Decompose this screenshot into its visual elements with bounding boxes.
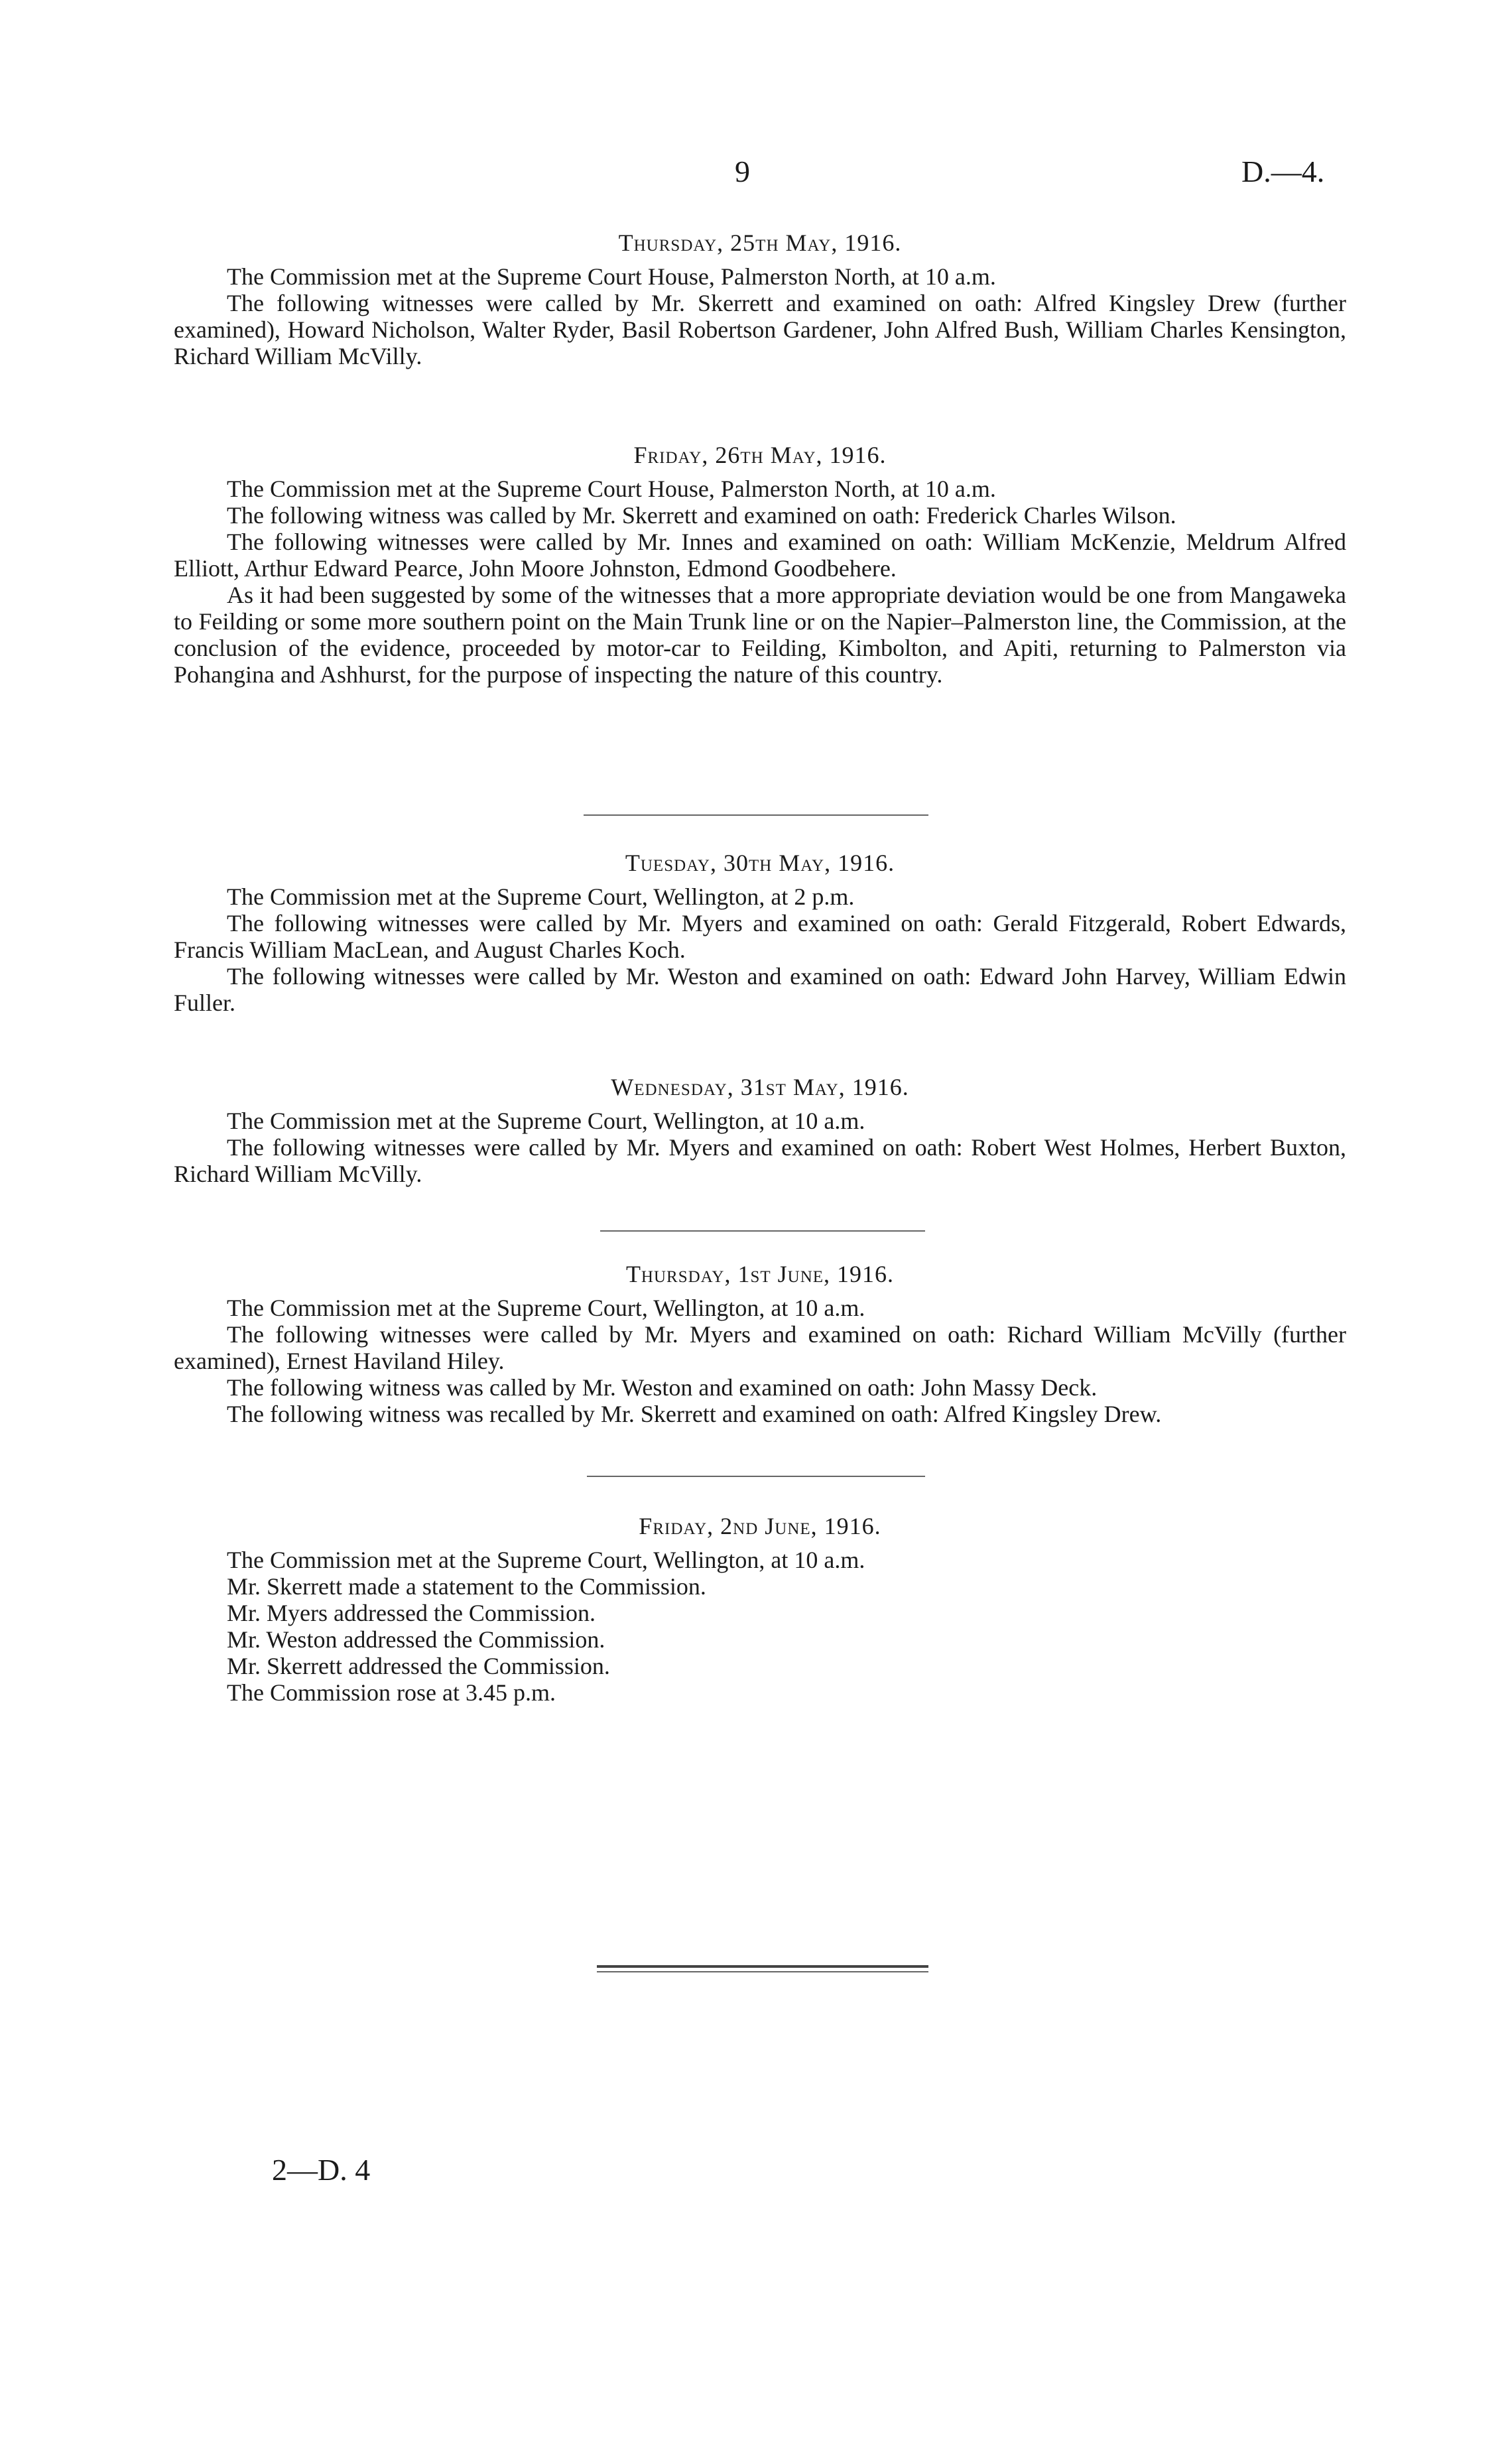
section-divider <box>584 814 928 816</box>
paragraph: The Commission met at the Supreme Court, Wellington, at 2 p.m. <box>227 883 855 910</box>
paragraph: The following witnesses were called by Mr. Innes and examined on oath: William McKenzie, Meldrum Alfred Elliott, Arthur Edward Pearce, John Moore Johnston, Edmond Goodbehere. <box>174 529 1346 582</box>
text-line: Mr. Skerrett addressed the Commission. <box>227 1653 610 1679</box>
paragraph: The following witnesses were called by Mr. Myers and examined on oath: Richard William McVilly (further examined), Ernest Haviland Hiley. <box>174 1321 1346 1374</box>
paragraph: The following witness was called by Mr. Skerrett and examined on oath: Frederick Charles Wilson. <box>227 502 1176 529</box>
closing-rule <box>597 1965 928 1968</box>
paragraph: The following witness was called by Mr. Weston and examined on oath: John Massy Deck. <box>227 1374 1098 1401</box>
paragraph: As it had been suggested by some of the witnesses that a more appropriate deviation would be one from Mangaweka to Feilding or some more southern point on the Main Trunk line or on the Napier–Palmerston line, the Commission, at the conclusion of the evidence, proceeded by motor-car to Feilding, Kimbolton, and Apiti, returning to Palmerston via Pohangina and Ashhurst, for the purpose of inspecting the nature of this country. <box>174 582 1346 688</box>
text-line: Mr. Skerrett made a statement to the Commission. <box>227 1573 706 1600</box>
paragraph: The following witnesses were called by Mr. Myers and examined on oath: Gerald Fitzgerald, Robert Edwards, Francis William MacLean, and August Charles Koch. <box>174 910 1346 963</box>
section-divider <box>600 1230 925 1232</box>
section-friday-26-may <box>174 441 1346 688</box>
section-divider <box>587 1476 925 1477</box>
closing-rule <box>597 1971 928 1972</box>
paragraph: The Commission met at the Supreme Court, Wellington, at 10 a.m. <box>227 1108 865 1134</box>
page-header <box>0 154 1512 200</box>
section-thursday-25-may <box>174 229 1346 369</box>
paragraph: The following witness was recalled by Mr. Skerrett and examined on oath: Alfred Kingsley Drew. <box>227 1401 1162 1427</box>
section-heading: Thursday, 1st June, 1916. <box>625 1261 895 1287</box>
section-heading: Tuesday, 30th May, 1916. <box>625 850 895 876</box>
page-number: 9 <box>735 155 750 188</box>
text-line: Mr. Myers addressed the Commission. <box>227 1600 596 1626</box>
section-heading: Wednesday, 31st May, 1916. <box>611 1074 909 1100</box>
section-heading: Friday, 26th May, 1916. <box>633 442 887 468</box>
paragraph: The Commission met at the Supreme Court House, Palmerston North, at 10 a.m. <box>227 263 996 290</box>
text-line: The Commission met at the Supreme Court, Wellington, at 10 a.m. <box>227 1547 865 1573</box>
section-heading: Thursday, 25th May, 1916. <box>618 229 902 256</box>
section-thursday-1-june <box>174 1260 1346 1427</box>
section-tuesday-30-may <box>174 849 1346 1016</box>
section-friday-2-june <box>174 1512 1346 1706</box>
section-heading: Friday, 2nd June, 1916. <box>639 1513 881 1539</box>
text-line: The Commission rose at 3.45 p.m. <box>227 1679 556 1706</box>
paragraph: The Commission met at the Supreme Court House, Palmerston North, at 10 a.m. <box>227 476 996 502</box>
paragraph: The Commission met at the Supreme Court, Wellington, at 10 a.m. <box>227 1295 865 1321</box>
paragraph: The following witnesses were called by Mr. Weston and examined on oath: Edward John Harvey, William Edwin Fuller. <box>174 963 1346 1016</box>
paragraph: The following witnesses were called by Mr. Skerrett and examined on oath: Alfred Kingsley Drew (further examined), Howard Nicholson, Walter Ryder, Basil Robertson Gardener, John Alfred Bush, William Charles Kensington, Richard William McVilly. <box>174 290 1346 369</box>
section-wednesday-31-may <box>174 1073 1346 1187</box>
paragraph: The following witnesses were called by Mr. Myers and examined on oath: Robert West Holmes, Herbert Buxton, Richard William McVilly. <box>174 1134 1346 1187</box>
text-line: Mr. Weston addressed the Commission. <box>227 1626 605 1653</box>
document-reference: D.—4. <box>1241 155 1325 188</box>
footer-reference: 2—D. 4 <box>272 2153 371 2187</box>
